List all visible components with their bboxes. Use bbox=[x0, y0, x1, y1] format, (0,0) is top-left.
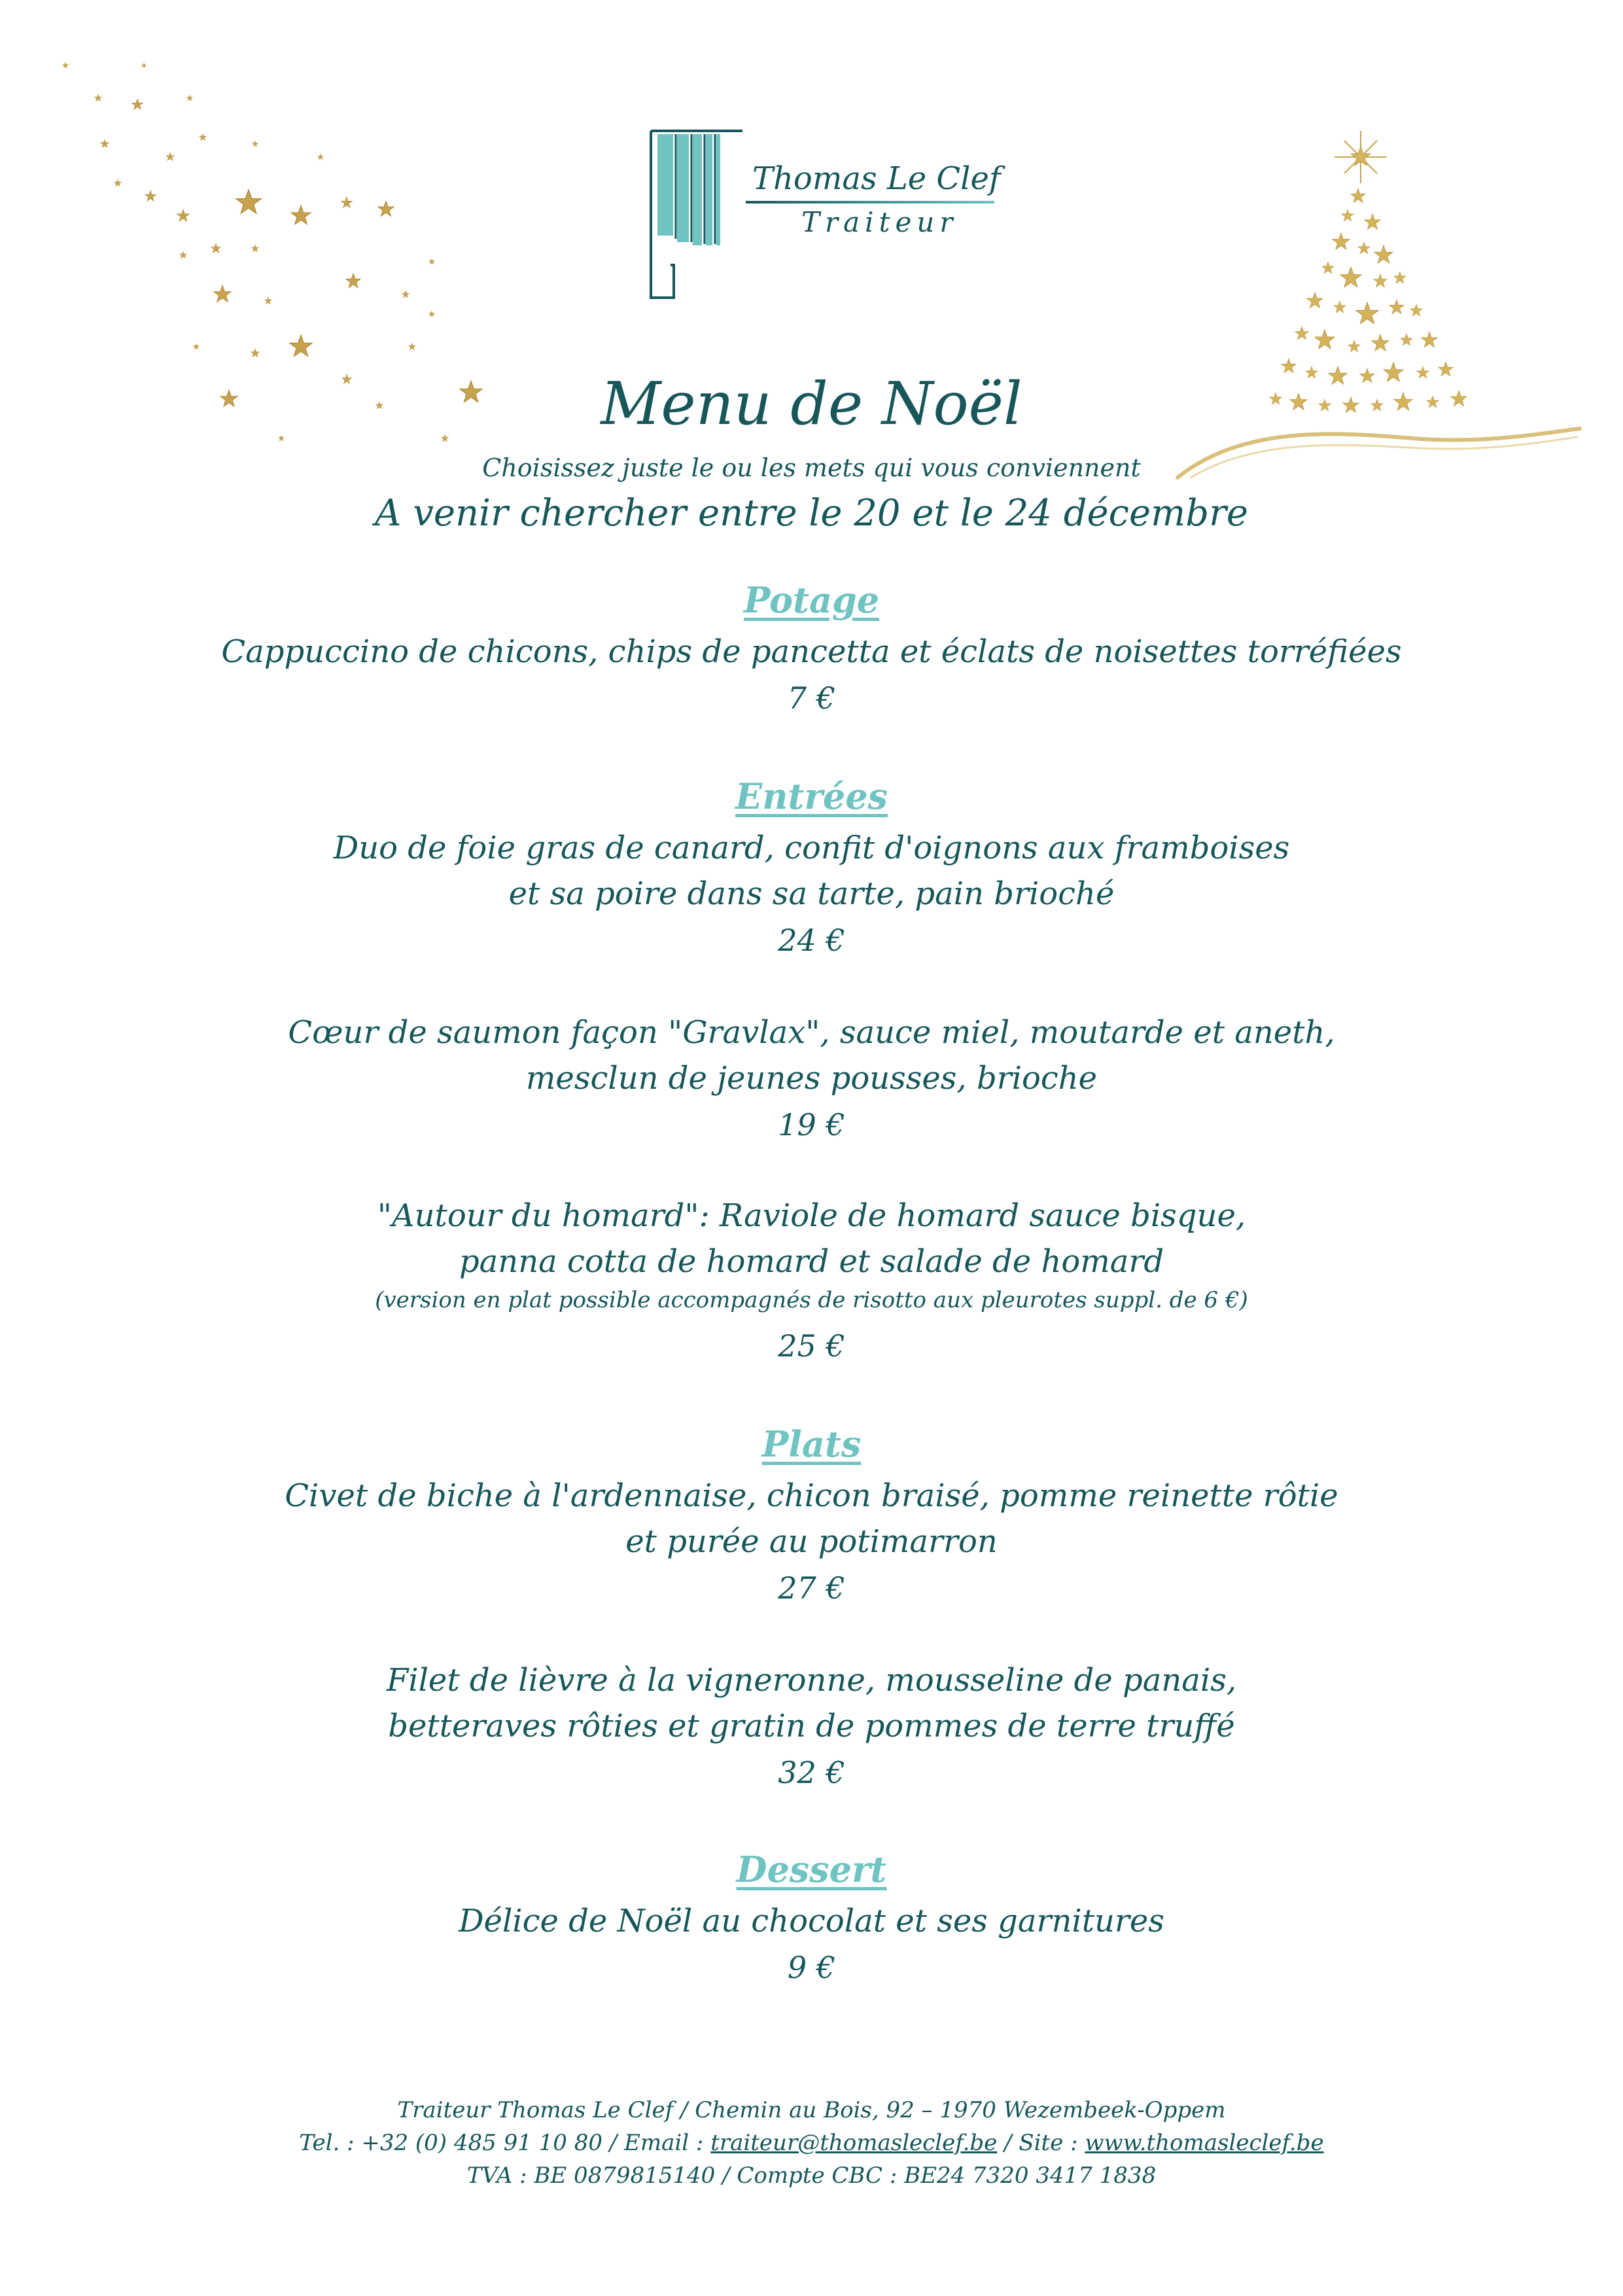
dish-line: et sa poire dans sa tarte, pain brioché bbox=[508, 875, 1115, 912]
dish-line: panna cotta de homard et salade de homard bbox=[459, 1243, 1164, 1280]
footer-site-label: / Site : bbox=[997, 2130, 1085, 2156]
dish-line: Cœur de saumon façon "Gravlax", sauce miel, moutarde et aneth, bbox=[288, 1014, 1335, 1051]
dish-line: Duo de foie gras de canard, confit d'oignons aux framboises bbox=[333, 830, 1290, 866]
dish-line: Civet de biche à l'ardennaise, chicon braisé, pomme reinette rôtie bbox=[285, 1477, 1338, 1514]
dish-note: (version en plat possible accompagnés de risotto aux pleurotes suppl. de 6 €) bbox=[375, 1287, 1248, 1313]
page-title: Menu de Noël bbox=[601, 370, 1022, 438]
dish-price: 27 € bbox=[778, 1570, 845, 1606]
section-title-dessert: Dessert bbox=[736, 1848, 887, 1890]
page-subtitle: Choisissez juste le ou les mets qui vous conviennent bbox=[482, 453, 1141, 482]
chef-hat-logo-icon bbox=[644, 128, 762, 304]
logo-subtitle: Traiteur bbox=[801, 206, 958, 238]
section-title-potage: Potage bbox=[743, 579, 880, 621]
dish-line: mesclun de jeunes pousses, brioche bbox=[525, 1060, 1098, 1097]
logo-name: Thomas Le Clef bbox=[752, 160, 1001, 197]
dish-price: 9 € bbox=[787, 1950, 836, 1985]
dish-line: Délice de Noël au chocolat et ses garnitures bbox=[459, 1903, 1164, 1939]
dish-price: 24 € bbox=[778, 923, 845, 958]
website-link[interactable]: www.thomasleclef.be bbox=[1085, 2130, 1324, 2156]
logo-divider bbox=[746, 201, 994, 203]
dish-price: 19 € bbox=[778, 1107, 845, 1142]
dish-line: Cappuccino de chicons, chips de pancetta et éclats de noisettes torréfiées bbox=[221, 633, 1402, 670]
dish-line: et purée au potimarron bbox=[625, 1523, 998, 1560]
dish-price: 32 € bbox=[778, 1755, 845, 1790]
section-title-entrees: Entrées bbox=[735, 775, 888, 817]
dish-line: betteraves rôties et gratin de pommes de terre truffé bbox=[388, 1708, 1235, 1744]
footer-contact bbox=[0, 2127, 1623, 2159]
footer-address: Traiteur Thomas Le Clef / Chemin au Bois, 92 – 1970 Wezembeek-Oppem bbox=[397, 2097, 1226, 2123]
email-link[interactable]: traiteur@thomasleclef.be bbox=[710, 2130, 998, 2156]
brand-logo bbox=[644, 128, 1001, 304]
dish-line: Filet de lièvre à la vigneronne, mousseline de panais, bbox=[386, 1662, 1237, 1699]
footer-legal: TVA : BE 0879815140 / Compte CBC : BE24 7320 3417 1838 bbox=[466, 2163, 1157, 2189]
dish-line: "Autour du homard": Raviole de homard sauce bisque, bbox=[377, 1197, 1246, 1234]
dish-price: 25 € bbox=[778, 1328, 845, 1364]
footer-tel: Tel. : +32 (0) 485 91 10 80 / Email : bbox=[299, 2130, 711, 2156]
dish-price: 7 € bbox=[787, 680, 836, 716]
section-title-plats: Plats bbox=[761, 1423, 862, 1465]
pickup-info: A venir chercher entre le 20 et le 24 décembre bbox=[374, 492, 1249, 535]
